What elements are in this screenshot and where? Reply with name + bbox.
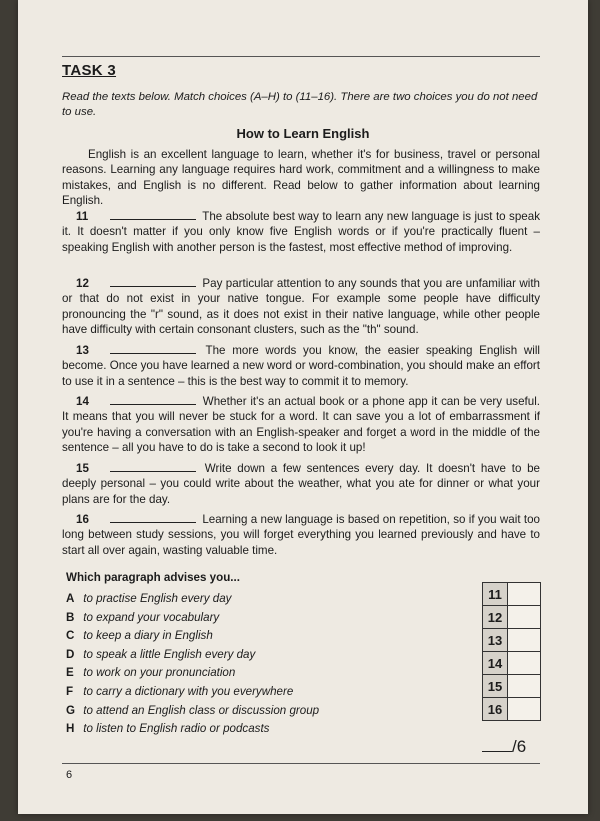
answer-blank[interactable] [110,461,196,472]
choice-letter: F [66,684,74,698]
score-blank[interactable] [482,737,512,752]
answer-blank[interactable] [110,512,196,523]
answer-box-12[interactable] [508,606,541,629]
choice-text: to attend an English class or discussion group [83,703,320,717]
top-rule [62,56,540,57]
choice-a [66,592,319,611]
instructions: Read the texts below. Match choices (A–H) to (11–16). There are two choices you do not need to use. [62,91,538,118]
choice-e [66,666,319,685]
paragraph-number: 13 [76,344,89,357]
question-heading: Which paragraph advises you... [66,571,240,584]
paragraph-16 [62,512,540,558]
task-title: TASK 3 [62,62,117,79]
answer-box-13[interactable] [508,629,541,652]
answer-number: 13 [483,629,508,652]
choice-d [66,648,319,667]
paragraph-number: 15 [76,462,89,475]
answer-box-16[interactable] [508,698,541,721]
answer-number: 11 [483,583,508,606]
choice-h [66,722,319,741]
choice-text: to speak a little English every day [83,647,256,661]
paragraph-number: 11 [76,210,89,223]
paragraph-text: Pay particular attention to any sounds that you are unfamiliar with or that do not exist in your native tongue. For example some people have difficulty pronouncing the "r" sound, as it does not exist in their native language, while other people have difficulty with certain consonant clusters, such as the "th" sound. [62,277,540,336]
paragraph-13 [62,343,540,389]
intro-text: English is an excellent language to learn, whether it's for business, travel or personal reasons. Learning any language requires hard work, commitment and a willingness to make mistakes, and English is no different. Read below to gather information about learning English. [62,148,540,207]
choice-text: to listen to English radio or podcasts [83,722,270,736]
answer-blank[interactable] [110,276,196,287]
answer-grid [482,582,541,721]
answer-number: 16 [483,698,508,721]
answer-box-11[interactable] [508,583,541,606]
choice-text: to carry a dictionary with you everywhere [83,684,294,698]
paragraph-number: 12 [76,277,89,290]
choice-g [66,704,319,723]
paragraph-text: Whether it's an actual book or a phone app it can be very useful. It means that you will never be stuck for a word. It can save you a lot of embarrassment if you're having a conversation with an English-speaker and forget a word in the middle of the sentence – all you have to do is take a second to look it up! [62,395,540,454]
answer-blank[interactable] [110,343,196,354]
choice-letter: G [66,703,76,717]
choice-text: to keep a diary in English [83,629,213,643]
choices-list [66,592,319,741]
paragraph-text: Write down a few sentences every day. It doesn't have to be deeply personal – you could write about the weather, what you ate for dinner or what your plans are for the day. [62,462,540,506]
answer-number: 15 [483,675,508,698]
bottom-rule [62,763,540,764]
answer-number: 12 [483,606,508,629]
page-number: 6 [66,769,73,781]
text-title: How to Learn English [236,126,370,141]
choice-text: to work on your pronunciation [83,666,236,680]
paragraph-text: The more words you know, the easier speaking English will become. Once you have learned a new word or word-combination, you should make an effort to use it in a sentence – this is the best way to commit it to memory. [62,344,540,388]
intro-paragraph [62,147,540,208]
answer-box-14[interactable] [508,652,541,675]
choice-b [66,611,319,630]
paragraph-number: 14 [76,395,89,408]
paragraph-11 [62,209,540,255]
worksheet-page [18,0,588,814]
choice-letter: A [66,592,75,605]
score-field [482,737,526,757]
paragraph-text: Learning a new language is based on repetition, so if you wait too long between study sessions, you will forget everything you learned previously and have to start all over again, wasting valuable time. [62,513,540,557]
choice-letter: E [66,666,74,680]
choice-c [66,629,319,648]
choice-letter: H [66,722,75,736]
choice-letter: C [66,629,75,643]
choice-letter: D [66,647,75,661]
choice-letter: B [66,610,75,624]
answer-blank[interactable] [110,209,196,220]
choice-text: to expand your vocabulary [83,610,220,624]
paragraph-14 [62,394,540,455]
answer-blank[interactable] [110,394,196,405]
answer-box-15[interactable] [508,675,541,698]
choice-f [66,685,319,704]
answer-number: 14 [483,652,508,675]
paragraph-number: 16 [76,513,89,526]
paragraph-12 [62,276,540,337]
paragraph-15 [62,461,540,507]
paragraph-text: The absolute best way to learn any new language is just to speak it. It doesn't matter if you only know five English words or if you're practically fluent – speaking English with another person is the fastest, most effective method of improving. [62,210,540,254]
choice-text: to practise English every day [83,592,232,605]
score-total: /6 [512,737,527,756]
